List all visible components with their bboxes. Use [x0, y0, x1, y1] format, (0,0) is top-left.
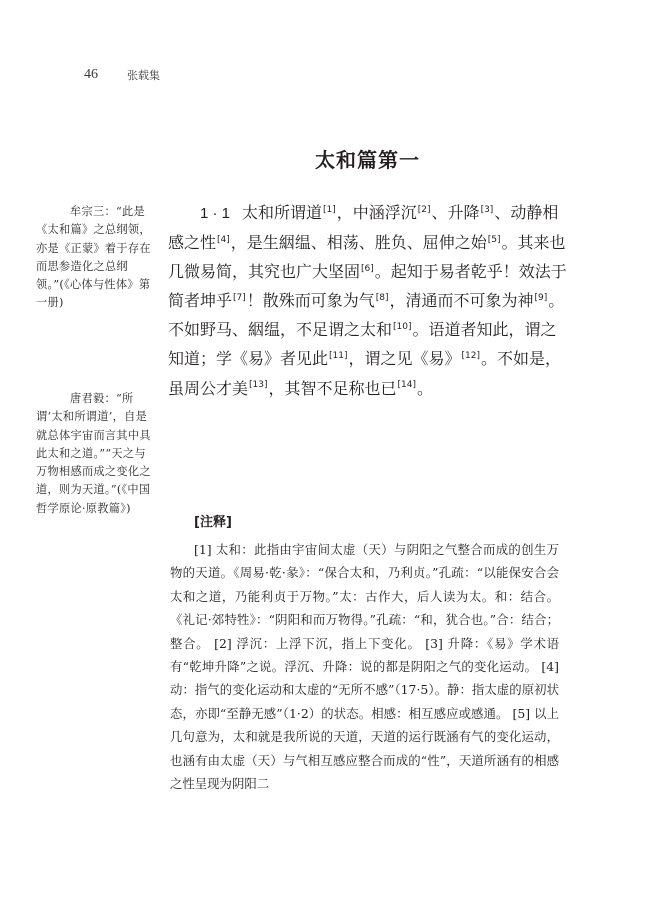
footnote-marker[interactable]: [1]	[323, 204, 336, 215]
footnote-marker[interactable]: [9]	[534, 292, 548, 303]
footnote-marker[interactable]: [3]	[480, 204, 494, 215]
main-text-segment: ，中涵浮沉	[336, 203, 417, 222]
side-note-mou	[36, 203, 156, 313]
running-head: 张载集	[127, 69, 160, 82]
main-text-segment: ，是生絪缊、相荡、胜负、屈伸之始	[230, 233, 487, 253]
footnote-marker[interactable]: [11]	[329, 351, 348, 362]
main-text-segment: 。	[417, 378, 434, 398]
page-number: 46	[84, 67, 98, 82]
side-note-tang	[36, 390, 156, 518]
footnote-marker[interactable]: [7]	[233, 292, 246, 303]
main-text-segment: 。起知于易者乾乎！效法于简者坤乎	[168, 262, 567, 311]
main-text-segment: 、升降	[431, 203, 480, 222]
main-text-segment: 、动静相感之性	[168, 203, 559, 253]
chapter-title: 太和篇第一	[315, 148, 420, 172]
main-text-segment: 。其来也几微易简，其究也广大坚固	[168, 233, 566, 282]
footnote-marker[interactable]: [12]	[461, 351, 480, 362]
side-note-mou-text: 牟宗三：“此是《太和篇》之总纲领，亦是《正蒙》着于存在而思参造化之总纲领。”(《心体与性体》第一册)	[36, 205, 151, 310]
main-text-segment: 。语道者知此，谓之知道；学《易》者见此	[168, 320, 557, 369]
footnote-marker[interactable]: [14]	[397, 380, 416, 391]
main-text-segment: ！散殊而可象为气	[246, 291, 375, 311]
footnote-marker[interactable]: [2]	[417, 204, 431, 215]
main-text-segment: 太和所谓道	[242, 203, 323, 222]
main-text-segment: ，清通而不可象为神	[389, 291, 534, 311]
footnote-marker[interactable]: [8]	[375, 292, 389, 303]
main-text-segment: ，其智不足称也已	[268, 378, 397, 398]
main-text	[168, 198, 568, 403]
footnote-marker[interactable]: [4]	[217, 234, 230, 245]
footnote-marker[interactable]: [13]	[249, 380, 268, 391]
main-text-segment: 。不如是，虽周公才美	[168, 349, 562, 398]
notes-heading: [注释]	[194, 515, 232, 530]
section-number: 1 · 1	[200, 205, 231, 222]
notes-body: [1] 太和：此指由宇宙间太虚（天）与阴阳之气整合而成的创生万物的天道。《周易·乾·彖》：“保合太和，乃利贞。”孔疏：“以能保安合会太和之道，乃能利贞于万物。”太：古作大，后人读为太。和：结合。《礼记·郊特牲》：“阴阳和而万物得。”孔疏：“和，犹合也。”合：结合；整合。 [2] 浮沉：上浮下沉，指上下变化。 [3] 升降：《易》学术语有“乾坤升降”之说。浮沉、升降：说的都是阴阳之气的变化运动。 [4] 动：指气的变化运动和太虚的“无所不感”（17·5）。静：指太虚的原初状态，亦即“至静无感”（1·2）的状态。相感：相互感应或感通。 [5] 以上几句意为，太和就是我所说的天道，天道的运行既涵有气的变化运动，也涵有由太虚（天）与气相互感应整合而成的“性”，天道所涵有的相感之性呈现为阴阳二	[170, 542, 559, 792]
side-note-tang-text: 唐君毅：“所谓‘太和所谓道’，自是就总体宇宙而言其中具此太和之道。”“天之与万物相感而成之变化之道，则为天道。”(《中国哲学原论·原教篇》)	[36, 392, 151, 515]
main-text-segment: ，谓之见《易》	[348, 349, 461, 369]
main-text-segment: 。不如野马、絪缊，不足谓之太和	[168, 291, 565, 340]
main-segments	[168, 203, 567, 398]
footnote-marker[interactable]: [10]	[393, 322, 412, 333]
footnote-marker[interactable]: [5]	[487, 234, 501, 245]
footnote-marker[interactable]: [6]	[361, 263, 374, 274]
